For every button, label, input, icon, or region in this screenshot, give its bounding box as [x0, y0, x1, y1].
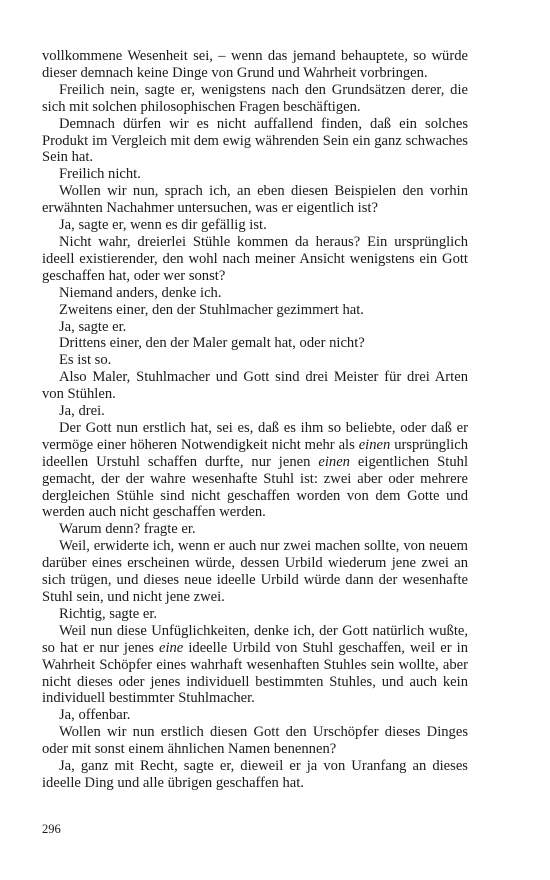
paragraph-text: Ja, sagte er, wenn es dir gefällig ist. — [59, 217, 267, 234]
paragraph-text: vollkommene Wesenheit sei, – wenn das jemand behauptete, so würde dieser demnach keine Dinge von Grund und Wahrheit vorbringen. — [42, 48, 468, 81]
dialogue-paragraph — [42, 166, 468, 183]
dialogue-paragraph — [42, 116, 468, 167]
dialogue-paragraph — [42, 82, 468, 116]
dialogue-paragraph — [42, 758, 468, 792]
paragraph-text: ideelle Urbild von Stuhl geschaffen, weil er in Wahrheit Schöpfer eines wahrhaft wesenhaften Stuhles sein wollte, aber nicht dieses oder jenes individuell bestimmten Stuhles, und auch kein individuell bestimmter Stuhlmacher. — [42, 639, 468, 707]
paragraph-text: Freilich nicht. — [59, 166, 141, 183]
paragraph-text: Wollen wir nun, sprach ich, an eben diesen Beispielen den vorhin erwähnten Nachahmer untersuchen, was er eigentlich ist? — [42, 183, 468, 217]
paragraph-text: Der Gott nun erstlich hat, sei es, daß es ihm so beliebte, oder daß er vermöge einer höheren Notwendigkeit nicht mehr als — [42, 419, 468, 453]
dialogue-paragraph — [42, 724, 468, 758]
paragraph-text: Ja, sagte er. — [59, 318, 127, 335]
paragraph-text: Freilich nein, sagte er, wenigstens nach den Grundsätzen derer, die sich mit solchen philosophischen Fragen beschäftigen. — [42, 81, 468, 115]
emphasized-text: einen — [318, 453, 350, 470]
paragraph-text: Warum denn? fragte er. — [59, 521, 196, 538]
paragraph-text: Richtig, sagte er. — [59, 605, 158, 622]
dialogue-paragraph — [42, 623, 468, 708]
dialogue-paragraph — [42, 606, 468, 623]
dialogue-paragraph — [42, 538, 468, 606]
dialogue-paragraph — [42, 707, 468, 724]
page-number: 296 — [42, 822, 61, 836]
paragraph-text: Also Maler, Stuhlmacher und Gott sind drei Meister für drei Arten von Stühlen. — [42, 369, 468, 403]
dialogue-paragraph — [42, 234, 468, 285]
paragraph-text: eigentlichen Stuhl gemacht, der der wahre wesenhafte Stuhl ist: zwei aber oder mehrere dergleichen Stühle sind nicht geschaffen worden von dem Gotte und werden auch nicht geschaffen werden. — [42, 453, 468, 521]
dialogue-paragraph — [42, 420, 468, 521]
dialogue-paragraph — [42, 352, 468, 369]
paragraph-text: Weil, erwiderte ich, wenn er auch nur zwei machen sollte, von neuem darüber eines erscheinen würde, dessen Urbild wiederum jene zwei an sich trügen, und dieses neue ideelle Urbild würde dann der wesenhafte Stuhl sein, und nicht jene zwei. — [42, 538, 468, 605]
paragraph-text: Drittens einer, den der Maler gemalt hat, oder nicht? — [59, 335, 365, 352]
paragraph-text: Weil nun diese Unfüglichkeiten, denke ich, der Gott natürlich wußte, so hat er nur jenes — [42, 622, 468, 656]
dialogue-paragraph — [42, 403, 468, 420]
paragraph-text: ursprünglich ideellen Urstuhl schaffen durfte, nur jenen — [42, 436, 468, 470]
emphasized-text: einen — [358, 436, 391, 453]
dialogue-paragraph — [42, 369, 468, 403]
paragraph-text: Ja, drei. — [59, 403, 105, 420]
paragraph-text: Niemand anders, denke ich. — [59, 284, 222, 301]
emphasized-text: eine — [158, 639, 184, 656]
dialogue-paragraph — [42, 521, 468, 538]
dialogue-paragraph — [42, 183, 468, 217]
continued-paragraph — [42, 48, 468, 82]
paragraph-text: Demnach dürfen wir es nicht auffallend finden, daß ein solches Produkt im Vergleich mit dem ewig währenden Sein ein ganz schwaches Sein hat. — [42, 115, 468, 166]
dialogue-paragraph — [42, 217, 468, 234]
paragraph-text: Ja, offenbar. — [59, 707, 131, 724]
paragraph-text: Es ist so. — [59, 352, 112, 369]
paragraph-text: Nicht wahr, dreierlei Stühle kommen da heraus? Ein ursprünglich ideell existierender, den wohl nach meiner Ansicht wenigstens ein Gott geschaffen hat, oder wer sonst? — [42, 233, 468, 284]
paragraph-text: Wollen wir nun erstlich diesen Gott den Urschöpfer dieses Dinges oder mit sonst einem ähnlichen Namen benennen? — [42, 724, 468, 758]
paragraph-text: Ja, ganz mit Recht, sagte er, dieweil er ja von Uranfang an dieses ideelle Ding und alle übrigen geschaffen hat. — [42, 758, 468, 791]
paragraph-text: Zweitens einer, den der Stuhlmacher gezimmert hat. — [59, 301, 364, 318]
dialogue-paragraph — [42, 319, 468, 336]
dialogue-paragraph — [42, 335, 468, 352]
dialogue-paragraph — [42, 302, 468, 319]
dialogue-paragraph — [42, 285, 468, 302]
book-page-body — [42, 48, 468, 792]
